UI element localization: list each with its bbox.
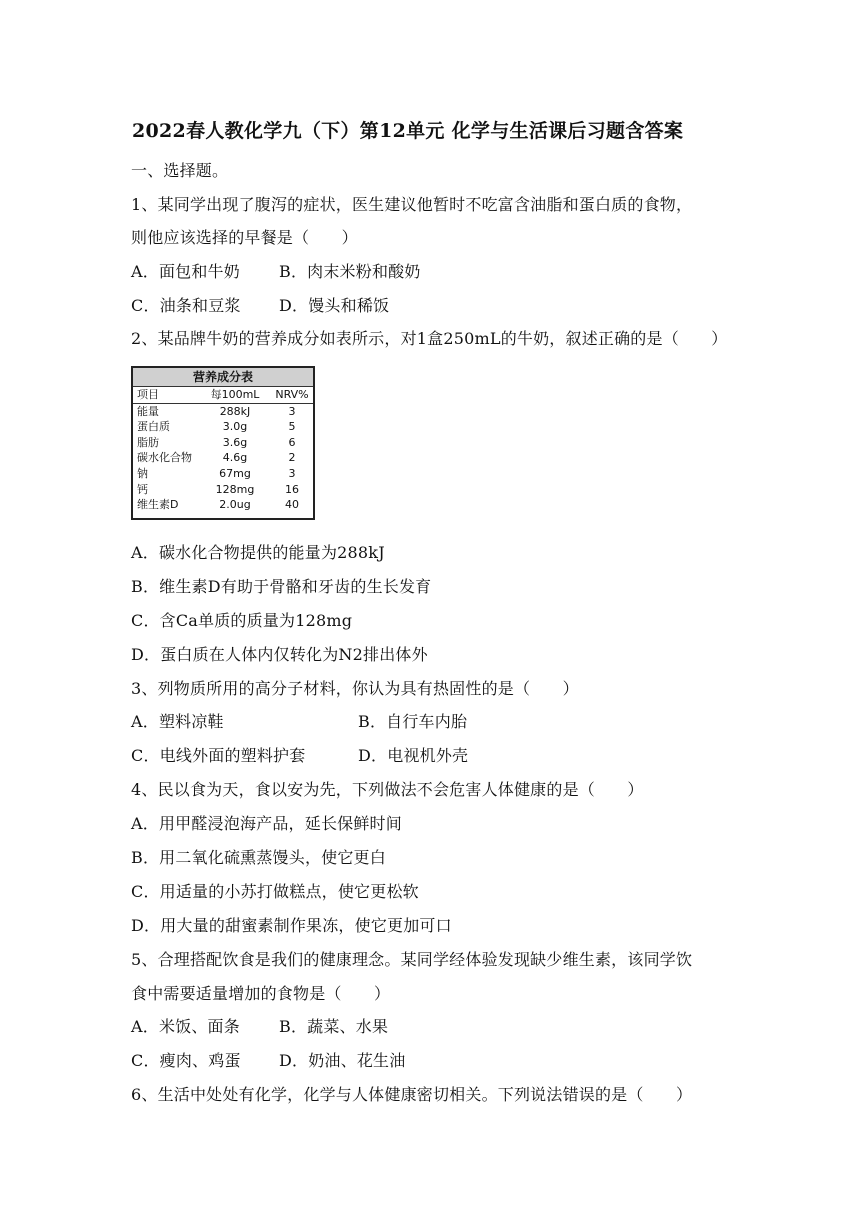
q2-option-c: C．含Ca单质的质量为128mg: [131, 611, 353, 630]
nutrition-row-sodium: [133, 466, 313, 482]
q2-stem: 2、某品牌牛奶的营养成分如表所示，对1盒250mL的牛奶，叙述正确的是（ ）: [131, 329, 728, 348]
nutrition-cell: 6: [288, 435, 296, 449]
nutrition-cell: 3.0g: [222, 420, 248, 434]
page-title: 2022春人教化学九（下）第12单元 化学与生活课后习题含答案: [132, 120, 684, 142]
q1-options-row2: [131, 293, 390, 316]
nutrition-row-energy: [133, 404, 313, 420]
q4-option-a: A．用甲醛浸泡海产品，延长保鲜时间: [131, 814, 402, 833]
nutrition-cell: 钠: [137, 466, 148, 480]
q4-option-c: C．用适量的小苏打做糕点，使它更松软: [131, 882, 419, 901]
q5-option-b: B．蔬菜、水果: [279, 1017, 389, 1036]
nutrition-cell: 67mg: [219, 466, 251, 480]
q1-option-d: D．馒头和稀饭: [279, 296, 390, 315]
nutrition-row-vitamin-d: [133, 497, 313, 513]
q3-option-b: B．自行车内胎: [358, 712, 468, 731]
q3-option-a: A．塑料凉鞋: [131, 712, 224, 731]
nutrition-cell: 3: [288, 404, 296, 418]
nutrition-row-carbohydrate: [133, 450, 313, 466]
q4-stem: 4、民以食为天，食以安为先，下列做法不会危害人体健康的是（ ）: [131, 780, 644, 799]
q3-option-d: D．电视机外壳: [358, 746, 469, 765]
nutrition-table-header-row: [133, 387, 313, 404]
nutrition-cell: 288kJ: [219, 404, 251, 418]
q5-stem-line1: 5、合理搭配饮食是我们的健康理念。某同学经体验发现缺少维生素，该同学饮: [131, 950, 693, 969]
q3-stem: 3、列物质所用的高分子材料，你认为具有热固性的是（ ）: [131, 679, 579, 698]
nutrition-row-protein: [133, 419, 313, 435]
q5-option-a: A．米饭、面条: [131, 1017, 240, 1036]
nutrition-cell: 脂肪: [137, 435, 159, 449]
nutrition-row-fat: [133, 435, 313, 451]
q5-options-row2: [131, 1048, 406, 1071]
nutrition-cell: 2.0ug: [219, 498, 251, 512]
nutrition-facts-table: [131, 366, 315, 520]
q1-option-a: A．面包和牛奶: [131, 262, 240, 281]
q2-option-a: A．碳水化合物提供的能量为288kJ: [131, 543, 385, 562]
q4-option-d: D．用大量的甜蜜素制作果冻，使它更加可口: [131, 916, 452, 935]
nutrition-cell: 3.6g: [222, 435, 248, 449]
q5-option-c: C．瘦肉、鸡蛋: [131, 1051, 241, 1070]
nutrition-cell: 16: [285, 482, 299, 496]
nutrition-table-title: 营养成分表: [133, 368, 313, 387]
nutrition-header-item: 项目: [137, 388, 159, 401]
section-heading: 一、选择题。: [131, 161, 229, 180]
q3-option-c: C．电线外面的塑料护套: [131, 746, 306, 765]
nutrition-cell: 4.6g: [222, 451, 248, 465]
q1-option-c: C．油条和豆浆: [131, 296, 241, 315]
q1-stem-line2: 则他应该选择的早餐是（ ）: [131, 228, 358, 247]
q2-option-b: B．维生素D有助于骨骼和牙齿的生长发育: [131, 577, 432, 596]
q4-option-b: B．用二氧化硫熏蒸馒头，使它更白: [131, 848, 386, 867]
q1-options-row1: [131, 259, 421, 282]
q3-options-row2: [131, 743, 469, 766]
nutrition-cell: 碳水化合物: [137, 451, 192, 465]
q1-stem-line1: 1、某同学出现了腹泻的症状，医生建议他暂时不吃富含油脂和蛋白质的食物，: [131, 195, 693, 214]
q5-option-d: D．奶油、花生油: [279, 1051, 406, 1070]
q6-stem: 6、生活中处处有化学，化学与人体健康密切相关。下列说法错误的是（ ）: [131, 1085, 693, 1104]
q2-option-d: D．蛋白质在人体内仅转化为N2排出体外: [131, 645, 428, 664]
nutrition-cell: 3: [288, 466, 296, 480]
q1-option-b: B．肉末米粉和酸奶: [279, 262, 421, 281]
nutrition-header-nrv: NRV%: [275, 388, 309, 401]
nutrition-cell: 钙: [137, 482, 148, 496]
nutrition-cell: 128mg: [215, 482, 255, 496]
nutrition-row-calcium: [133, 482, 313, 498]
nutrition-cell: 蛋白质: [137, 420, 170, 434]
nutrition-cell: 40: [285, 498, 299, 512]
q5-options-row1: [131, 1014, 389, 1037]
q3-options-row1: [131, 709, 468, 732]
nutrition-header-per100ml: 每100mL: [210, 388, 260, 401]
nutrition-cell: 维生素D: [137, 498, 179, 512]
nutrition-cell: 能量: [137, 404, 159, 418]
nutrition-cell: 2: [288, 451, 296, 465]
q5-stem-line2: 食中需要适量增加的食物是（ ）: [131, 984, 391, 1003]
nutrition-cell: 5: [288, 420, 296, 434]
